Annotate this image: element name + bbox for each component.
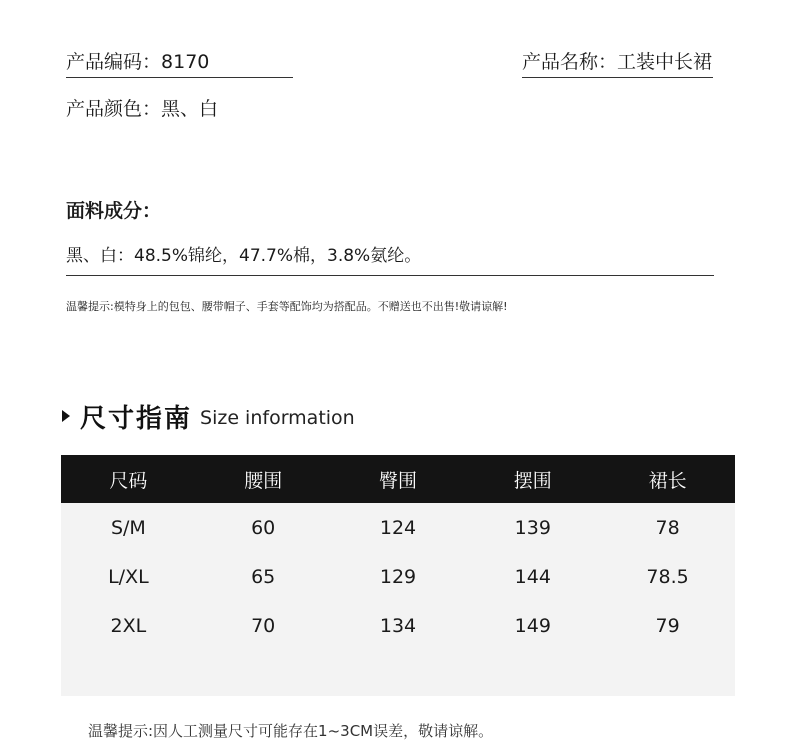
header-cell-waist: 腰围 — [244, 469, 283, 492]
table-cell: 124 — [379, 516, 417, 539]
table-row — [61, 601, 735, 650]
product-code-line — [66, 49, 209, 75]
table-cell: L/XL — [108, 565, 149, 588]
product-code-value: 8170 — [161, 51, 210, 73]
size-guide-header — [62, 398, 355, 434]
header-cell-hip: 臀围 — [378, 469, 417, 492]
product-name-underline — [522, 77, 713, 78]
table-row — [61, 503, 735, 552]
product-name-value: 工装中长裙 — [617, 51, 713, 73]
table-cell: 129 — [379, 565, 417, 588]
header-cell-size: 尺码 — [109, 469, 148, 492]
table-cell: 139 — [514, 516, 551, 539]
fabric-underline — [66, 275, 714, 276]
measurement-notice: 温馨提示:因人工测量尺寸可能存在1~3CM误差，敬请谅解。 — [88, 722, 494, 740]
header-cell-length: 裙长 — [648, 469, 687, 492]
table-cell: 65 — [251, 565, 276, 588]
product-color-value: 黑、白 — [161, 98, 219, 120]
fabric-title: 面料成分： — [66, 200, 162, 222]
size-guide-subtitle: Size information — [200, 407, 355, 429]
product-color-line — [66, 96, 218, 122]
table-cell: 79 — [655, 614, 680, 637]
triangle-right-icon — [62, 410, 70, 422]
product-name-line — [522, 49, 712, 75]
product-code-underline — [66, 77, 293, 78]
table-cell: 144 — [514, 565, 551, 588]
accessory-notice: 温馨提示:模特身上的包包、腰带帽子、手套等配饰均为搭配品。不赠送也不出售!敬请谅解! — [66, 300, 508, 313]
size-guide-title: 尺寸指南 — [80, 403, 193, 434]
table-cell: 149 — [514, 614, 551, 637]
table-cell: 78.5 — [646, 565, 689, 588]
table-cell: 78 — [655, 516, 680, 539]
fabric-content: 黑、白：48.5%锦纶，47.7%棉，3.8%氨纶。 — [66, 246, 422, 266]
table-cell: S/M — [110, 516, 146, 539]
size-table — [61, 455, 735, 696]
table-cell: 134 — [379, 614, 417, 637]
product-name-label: 产品名称： — [522, 51, 618, 73]
header-cell-hem: 摆围 — [513, 469, 552, 492]
size-table-header — [61, 455, 735, 503]
table-cell: 60 — [251, 516, 276, 539]
table-row — [61, 552, 735, 601]
table-cell: 70 — [251, 614, 276, 637]
table-cell: 2XL — [110, 614, 147, 637]
product-code-label: 产品编码： — [66, 51, 162, 73]
product-color-label: 产品颜色： — [66, 98, 162, 120]
